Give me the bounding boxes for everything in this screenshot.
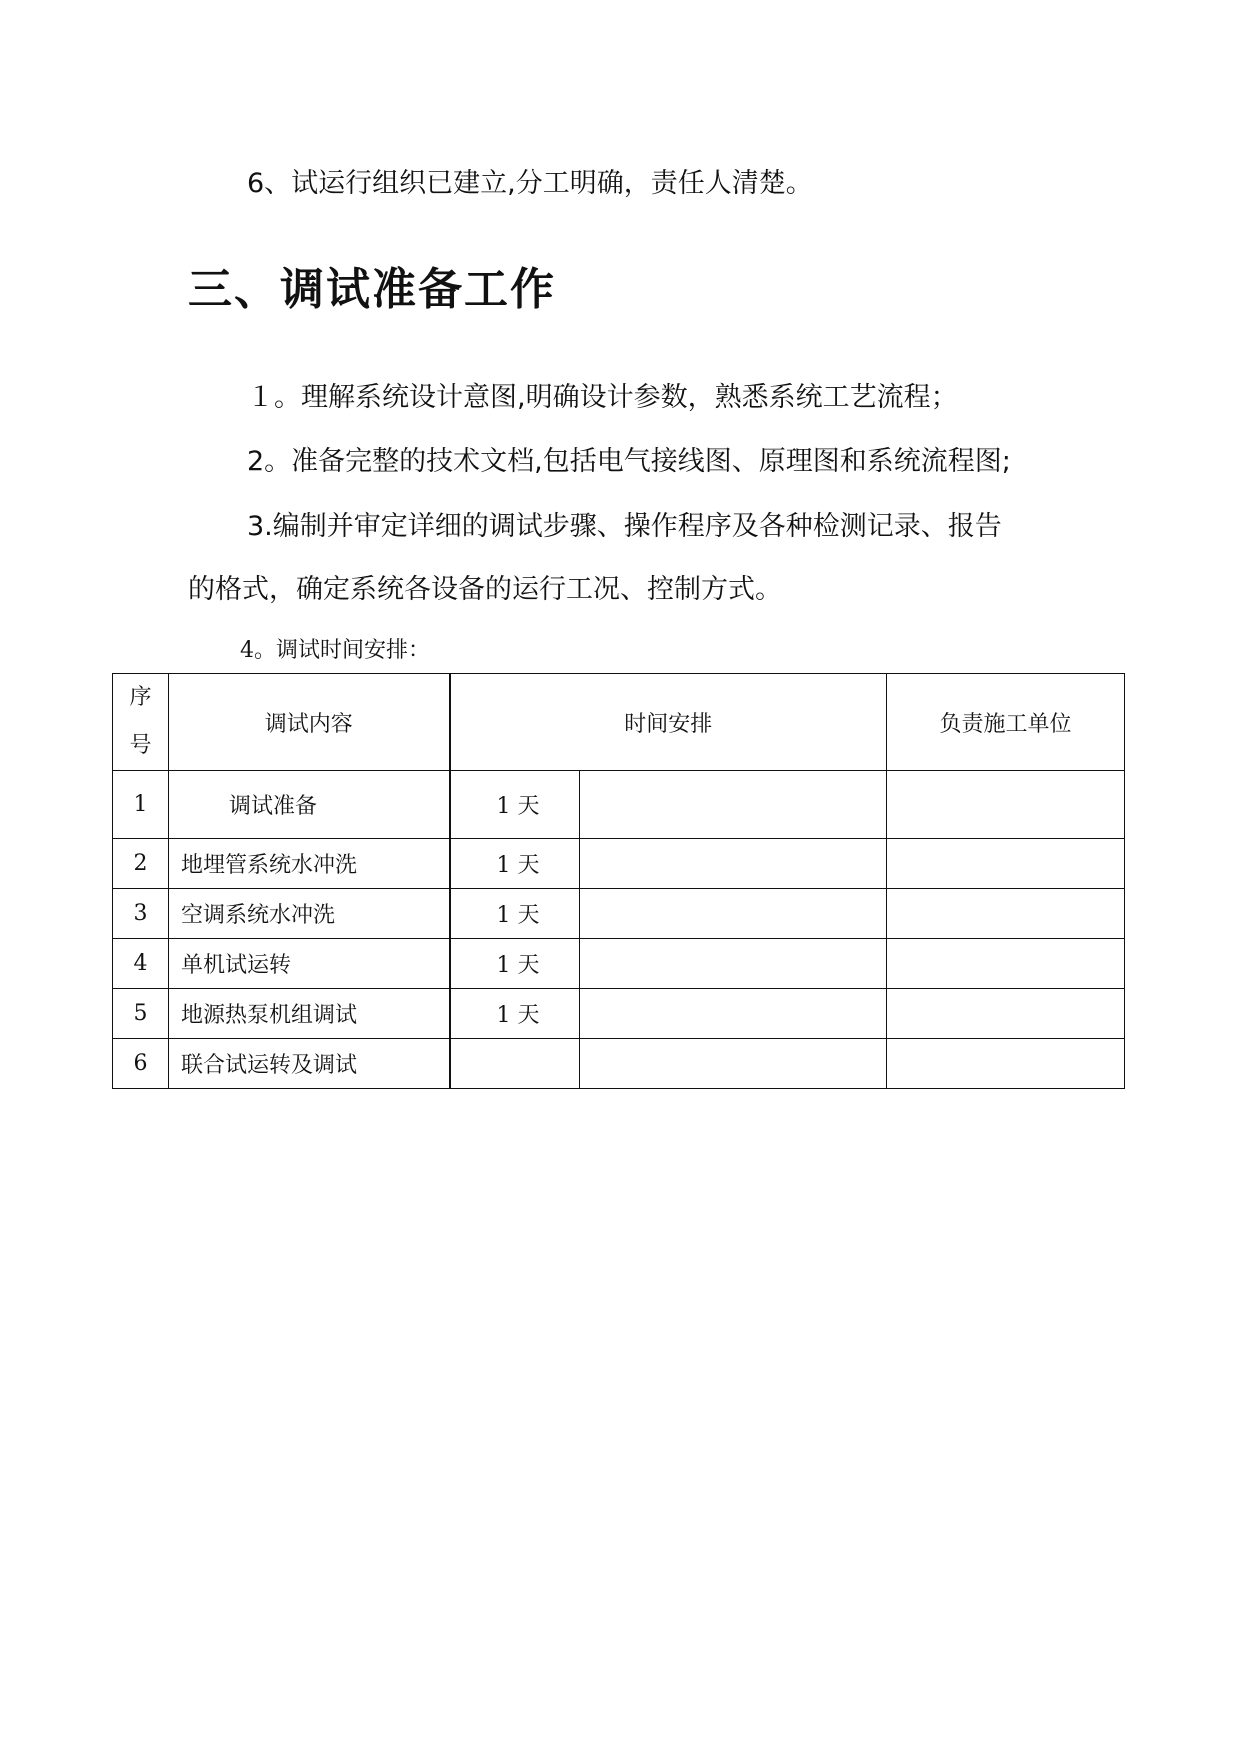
section-heading: 三、调试准备工作 — [188, 264, 556, 315]
prep-item-3-continuation: 的格式，确定系统各设备的运行工况、控制方式。 — [188, 574, 782, 605]
table-row — [113, 839, 1125, 889]
row-unit — [887, 1039, 1125, 1089]
row-task: 单机试运转 — [169, 939, 450, 989]
prep-item-2: 2。准备完整的技术文档,包括电气接线图、原理图和系统流程图; — [247, 446, 1011, 477]
row-seq: 1 — [113, 771, 169, 839]
row-duration: 1 天 — [450, 989, 580, 1039]
row-task: 联合试运转及调试 — [169, 1039, 450, 1089]
row-time-blank — [580, 939, 887, 989]
row-duration: 1 天 — [450, 939, 580, 989]
row-duration: 1 天 — [450, 839, 580, 889]
row-time-blank — [580, 771, 887, 839]
row-duration: 1 天 — [450, 771, 580, 839]
row-seq: 6 — [113, 1039, 169, 1089]
row-time-blank — [580, 889, 887, 939]
intro-item-6: 6、试运行组织已建立,分工明确，责任人清楚。 — [247, 168, 813, 199]
row-unit — [887, 771, 1125, 839]
schedule-table — [112, 673, 1125, 1089]
row-time-blank — [580, 989, 887, 1039]
header-seq-line2: 号 — [129, 733, 152, 758]
row-duration: 1 天 — [450, 889, 580, 939]
header-seq-line1: 序 — [129, 685, 152, 710]
header-content: 调试内容 — [169, 674, 450, 771]
row-unit — [887, 889, 1125, 939]
table-row — [113, 771, 1125, 839]
row-task: 空调系统水冲洗 — [169, 889, 450, 939]
table-row — [113, 989, 1125, 1039]
row-time-blank — [580, 1039, 887, 1089]
row-task: 地源热泵机组调试 — [169, 989, 450, 1039]
table-row — [113, 889, 1125, 939]
row-duration — [450, 1039, 580, 1089]
row-seq: 3 — [113, 889, 169, 939]
row-time-blank — [580, 839, 887, 889]
prep-item-3: 3.编制并审定详细的调试步骤、操作程序及各种检测记录、报告 — [247, 511, 1002, 542]
header-seq — [113, 674, 169, 771]
row-task: 调试准备 — [169, 771, 450, 839]
row-seq: 4 — [113, 939, 169, 989]
header-time: 时间安排 — [450, 674, 887, 771]
schedule-label: 4。调试时间安排： — [240, 638, 430, 663]
row-seq: 2 — [113, 839, 169, 889]
row-unit — [887, 839, 1125, 889]
row-unit — [887, 989, 1125, 1039]
row-task: 地埋管系统水冲洗 — [169, 839, 450, 889]
row-unit — [887, 939, 1125, 989]
table-row — [113, 939, 1125, 989]
row-seq: 5 — [113, 989, 169, 1039]
table-header-row — [113, 674, 1125, 771]
header-unit: 负责施工单位 — [887, 674, 1125, 771]
prep-item-1: １。理解系统设计意图,明确设计参数，熟悉系统工艺流程； — [247, 382, 958, 413]
table-row — [113, 1039, 1125, 1089]
